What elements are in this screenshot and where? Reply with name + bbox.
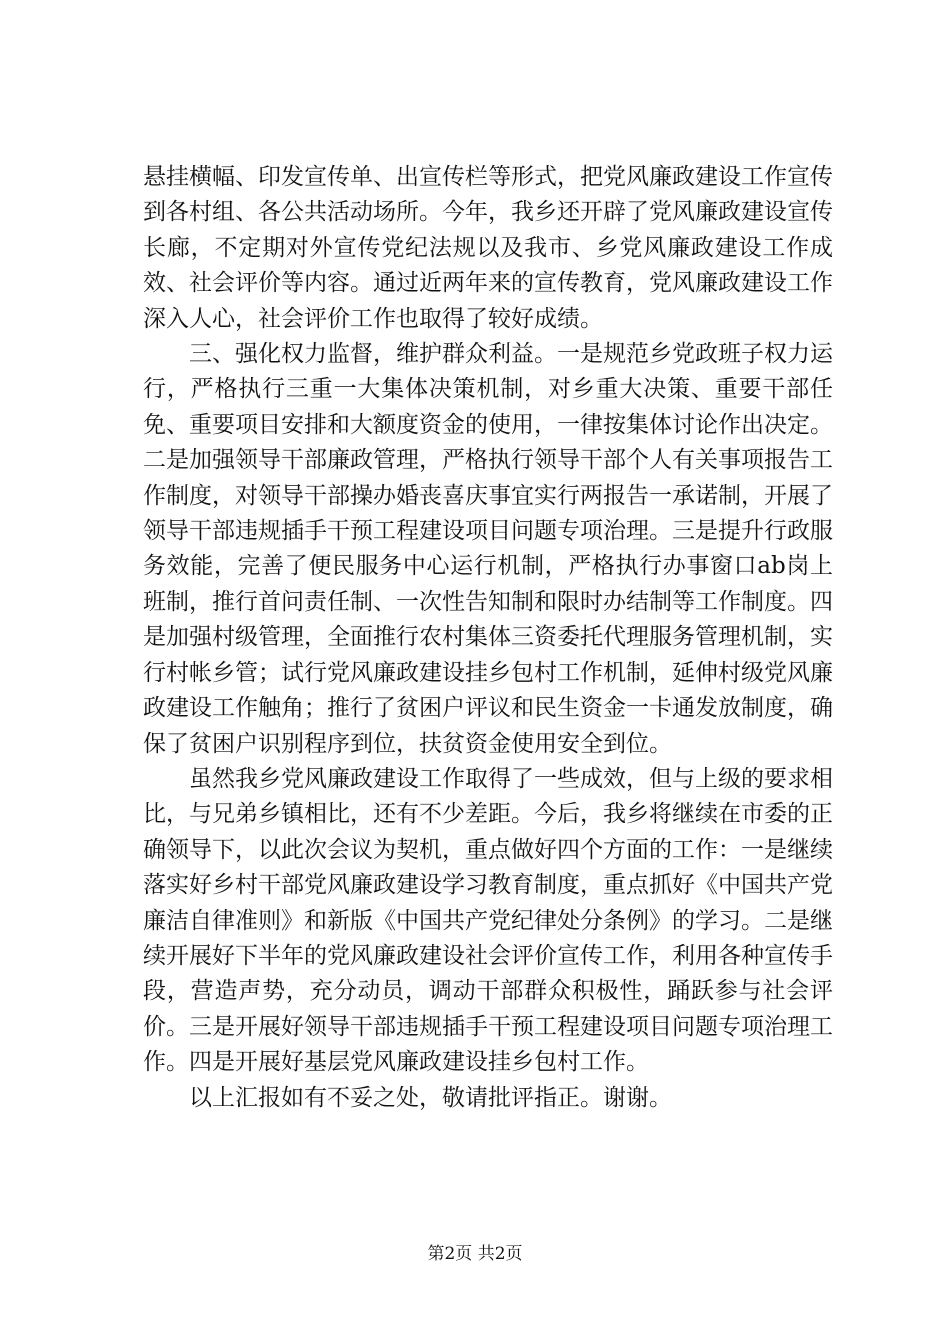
paragraph-4: 以上汇报如有不妥之处，敬请批评指正。谢谢。 [189,1084,672,1111]
document-body [143,160,833,1116]
page-footer: 第2页 共2页 [427,1244,523,1264]
paragraph-3: 虽然我乡党风廉政建设工作取得了一些成效，但与上级的要求相比，与兄弟乡镇相比，还有不少差距。今后，我乡将继续在市委的正确领导下，以此次会议为契机，重点做好四个方面的工作：一是继续落实好乡村干部党风廉政建设学习教育制度，重点抓好《中国共产党廉洁自律准则》和新版《中国共产党纪律处分条例》的学习。二是继续开展好下半年的党风廉政建设社会评价宣传工作，利用各种宣传手段，营造声势，充分动员，调动干部群众积极性，踊跃参与社会评价。三是开展好领导干部违规插手干预工程建设项目问题专项治理工作。四是开展好基层党风廉政建设挂乡包村工作。 [143,765,833,1076]
paragraph-2: 三、强化权力监督，维护群众利益。一是规范乡党政班子权力运行，严格执行三重一大集体决策机制，对乡重大决策、重要干部任免、重要项目安排和大额度资金的使用，一律按集体讨论作出决定。二是加强领导干部廉政管理，严格执行领导干部个人有关事项报告工作制度，对领导干部操办婚丧喜庆事宜实行两报告一承诺制，开展了领导干部违规插手干预工程建设项目问题专项治理。三是提升行政服务效能，完善了便民服务中心运行机制，严格执行办事窗口ab岗上班制，推行首问责任制、一次性告知制和限时办结制等工作制度。四是加强村级管理，全面推行农村集体三资委托代理服务管理机制，实行村帐乡管；试行党风廉政建设挂乡包村工作机制，延伸村级党风廉政建设工作触角；推行了贫困户评议和民生资金一卡通发放制度，确保了贫困户识别程序到位，扶贫资金使用安全到位。 [143,341,833,757]
paragraph-1: 悬挂横幅、印发宣传单、出宣传栏等形式，把党风廉政建设工作宣传到各村组、各公共活动场所。今年，我乡还开辟了党风廉政建设宣传长廊，不定期对外宣传党纪法规以及我市、乡党风廉政建设工作成效、社会评价等内容。通过近两年来的宣传教育，党风廉政建设工作深入人心，社会评价工作也取得了较好成绩。 [143,164,833,332]
